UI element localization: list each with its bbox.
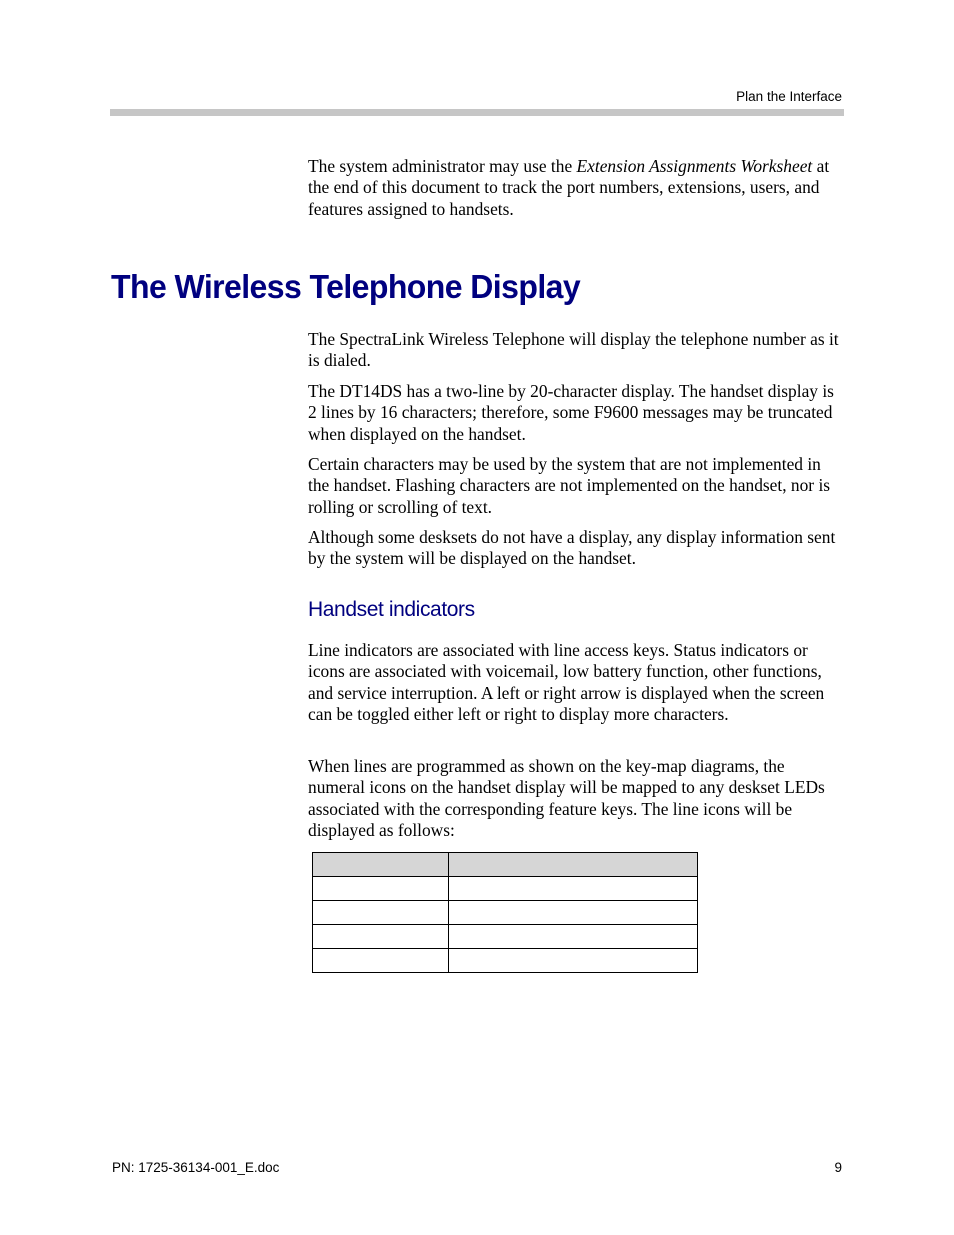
subsection-paragraph-1: Line indicators are associated with line access keys. Status indicators or icons are associated with voicemail, low battery function, other functions, and service interruption. A left or right arrow is displayed when the screen can be toggled either left or right to display more characters.	[308, 640, 825, 725]
table-cell	[449, 925, 698, 949]
table-row	[313, 901, 698, 925]
subsection-heading: Handset indicators	[308, 598, 475, 621]
header-rule	[110, 109, 844, 116]
section-paragraph-2: The DT14DS has a two-line by 20-character display. The handset display is 2 lines by 16 characters; therefore, some F9600 messages may be truncated when displayed on the handset.	[308, 381, 834, 444]
table-cell	[449, 877, 698, 901]
intro-paragraph	[308, 156, 844, 220]
section-paragraph-4: Although some desksets do not have a display, any display information sent by the system will be displayed on the handset.	[308, 527, 836, 569]
table-cell	[313, 901, 449, 925]
table-row	[313, 877, 698, 901]
worksheet-title: Extension Assignments Worksheet	[576, 156, 813, 176]
table-cell	[449, 901, 698, 925]
table-cell	[313, 877, 449, 901]
intro-text-after: at the end of this document to track the port numbers, extensions, users, and features assigned to handsets.	[308, 156, 830, 219]
table-header-cell	[449, 853, 698, 877]
table-header-row	[313, 853, 698, 877]
table-row	[313, 949, 698, 973]
section-heading: The Wireless Telephone Display	[111, 268, 581, 305]
subsection-paragraph-2: When lines are programmed as shown on the key-map diagrams, the numeral icons on the handset display will be mapped to any deskset LEDs associated with the corresponding feature keys. The line icons will be displayed as follows:	[308, 756, 825, 841]
table-row	[313, 925, 698, 949]
section-paragraph-3: Certain characters may be used by the system that are not implemented in the handset. Flashing characters are not implemented on the handset, nor is rolling or scrolling of text.	[308, 454, 831, 517]
footer-page-number: 9	[834, 1160, 842, 1175]
footer-part-number: PN: 1725-36134-001_E.doc	[112, 1160, 280, 1175]
table-cell	[313, 925, 449, 949]
line-icons-table	[312, 852, 698, 973]
table-cell	[313, 949, 449, 973]
intro-text-before: The system administrator may use the	[308, 156, 577, 176]
table-cell	[449, 949, 698, 973]
running-head: Plan the Interface	[736, 89, 842, 104]
table-header-cell	[313, 853, 449, 877]
section-paragraph-1: The SpectraLink Wireless Telephone will display the telephone number as it is dialed.	[308, 329, 839, 371]
